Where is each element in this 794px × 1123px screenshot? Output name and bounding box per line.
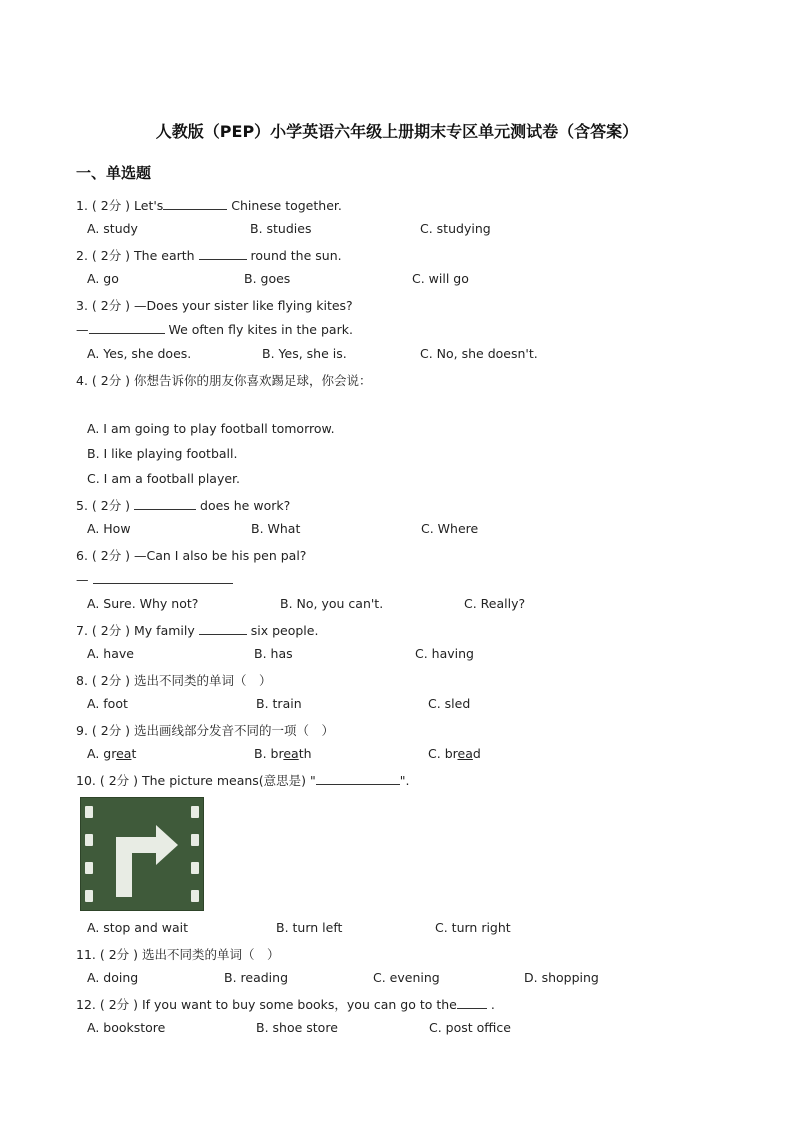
option-a[interactable]: A. Sure. Why not? bbox=[87, 596, 199, 611]
question-2-suffix: round the sun. bbox=[246, 248, 342, 263]
option-a[interactable] bbox=[87, 746, 136, 761]
word-part: d bbox=[472, 746, 481, 761]
question-3-reply-suffix: We often fly kites in the park. bbox=[164, 322, 353, 337]
option-a[interactable]: A. I am going to play football tomorrow. bbox=[87, 421, 335, 436]
option-a[interactable]: A. bookstore bbox=[87, 1020, 166, 1035]
option-c[interactable]: C. will go bbox=[412, 271, 469, 286]
question-1-suffix: Chinese together. bbox=[227, 198, 342, 213]
underlined-part: ea bbox=[283, 746, 299, 761]
answer-blank bbox=[89, 321, 165, 334]
question-1 bbox=[76, 196, 342, 214]
option-c[interactable]: C. Where bbox=[421, 521, 479, 536]
question-9: 9. ( 2分 ) 选出画线部分发音不同的一项（ ） bbox=[76, 723, 335, 738]
option-b[interactable] bbox=[254, 746, 312, 761]
option-b[interactable]: B. train bbox=[256, 696, 302, 711]
question-6: 6. ( 2分 ) —Can I also be his pen pal? bbox=[76, 548, 307, 563]
option-c[interactable]: C. I am a football player. bbox=[87, 471, 241, 486]
turn-right-sign-icon bbox=[80, 797, 204, 911]
question-3: 3. ( 2分 ) —Does your sister like flying kites? bbox=[76, 298, 353, 313]
option-label: C. bbox=[428, 746, 445, 761]
dash: — bbox=[76, 572, 89, 587]
question-12 bbox=[76, 995, 495, 1013]
question-7 bbox=[76, 621, 318, 639]
option-b[interactable]: B. turn left bbox=[276, 920, 343, 935]
option-b[interactable]: B. has bbox=[254, 646, 293, 661]
question-12-prefix: 12. ( 2分 ) If you want to buy some books，you can go to the bbox=[76, 997, 457, 1012]
option-a[interactable]: A. stop and wait bbox=[87, 920, 188, 935]
answer-blank bbox=[316, 772, 400, 785]
option-b[interactable]: B. shoe store bbox=[256, 1020, 338, 1035]
question-10-suffix: ". bbox=[399, 773, 410, 788]
question-8: 8. ( 2分 ) 选出不同类的单词（ ） bbox=[76, 673, 272, 688]
question-3-reply bbox=[76, 321, 353, 337]
question-10-prefix: 10. ( 2分 ) The picture means(意思是) " bbox=[76, 773, 316, 788]
question-6-reply bbox=[76, 571, 233, 587]
word-part: gr bbox=[103, 746, 117, 761]
option-d[interactable]: D. shopping bbox=[524, 970, 599, 985]
option-a[interactable]: A. have bbox=[87, 646, 134, 661]
word-part: br bbox=[270, 746, 284, 761]
option-a[interactable]: A. Yes, she does. bbox=[87, 346, 192, 361]
answer-blank bbox=[199, 247, 247, 260]
option-c[interactable] bbox=[428, 746, 481, 761]
page-title: 人教版（PEP）小学英语六年级上册期末专区单元测试卷（含答案） bbox=[155, 122, 639, 141]
answer-blank bbox=[134, 497, 196, 510]
option-a[interactable]: A. go bbox=[87, 271, 119, 286]
word-part: br bbox=[444, 746, 458, 761]
underlined-part: ea bbox=[116, 746, 132, 761]
answer-blank bbox=[163, 197, 227, 210]
question-2-prefix: 2. ( 2分 ) The earth bbox=[76, 248, 199, 263]
option-a[interactable]: A. doing bbox=[87, 970, 139, 985]
option-c[interactable]: C. evening bbox=[373, 970, 440, 985]
option-b[interactable]: B. What bbox=[251, 521, 301, 536]
option-c[interactable]: C. having bbox=[415, 646, 474, 661]
question-5 bbox=[76, 496, 290, 514]
option-b[interactable]: B. I like playing football. bbox=[87, 446, 238, 461]
option-b[interactable]: B. goes bbox=[244, 271, 291, 286]
option-a[interactable]: A. How bbox=[87, 521, 131, 536]
option-c[interactable]: C. No, she doesn't. bbox=[420, 346, 538, 361]
option-c[interactable]: C. Really? bbox=[464, 596, 526, 611]
word-part: th bbox=[298, 746, 312, 761]
question-12-suffix: . bbox=[486, 997, 495, 1012]
question-7-prefix: 7. ( 2分 ) My family bbox=[76, 623, 199, 638]
section-heading: 一、单选题 bbox=[76, 164, 152, 182]
option-c[interactable]: C. sled bbox=[428, 696, 471, 711]
option-label: A. bbox=[87, 746, 104, 761]
option-c[interactable]: C. post office bbox=[429, 1020, 511, 1035]
answer-blank bbox=[93, 571, 233, 584]
option-a[interactable]: A. study bbox=[87, 221, 138, 236]
answer-blank bbox=[199, 622, 247, 635]
underlined-part: ea bbox=[457, 746, 473, 761]
question-10 bbox=[76, 771, 410, 789]
option-b[interactable]: B. reading bbox=[224, 970, 289, 985]
option-a[interactable]: A. foot bbox=[87, 696, 128, 711]
question-4: 4. ( 2分 ) 你想告诉你的朋友你喜欢踢足球，你会说： bbox=[76, 373, 372, 388]
question-1-prefix: 1. ( 2分 ) Let's bbox=[76, 198, 164, 213]
word-part: t bbox=[131, 746, 137, 761]
option-label: B. bbox=[254, 746, 271, 761]
question-11: 11. ( 2分 ) 选出不同类的单词（ ） bbox=[76, 947, 280, 962]
answer-blank bbox=[457, 996, 487, 1009]
option-b[interactable]: B. No, you can't. bbox=[280, 596, 384, 611]
question-7-suffix: six people. bbox=[246, 623, 319, 638]
option-b[interactable]: B. studies bbox=[250, 221, 312, 236]
option-c[interactable]: C. studying bbox=[420, 221, 491, 236]
option-b[interactable]: B. Yes, she is. bbox=[262, 346, 347, 361]
question-2 bbox=[76, 246, 342, 264]
option-c[interactable]: C. turn right bbox=[435, 920, 511, 935]
question-5-suffix: does he work? bbox=[196, 498, 291, 513]
dash: — bbox=[76, 322, 89, 337]
question-5-prefix: 5. ( 2分 ) bbox=[76, 498, 135, 513]
